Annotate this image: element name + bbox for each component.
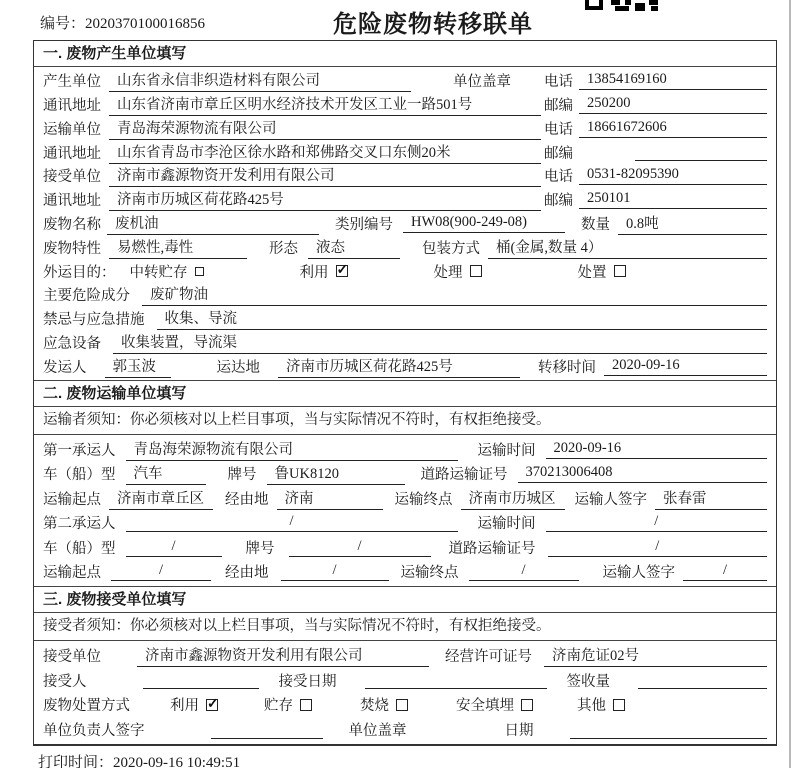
disposal-recycle-label: 利用 (170, 698, 199, 715)
category-label: 类别编号 (335, 216, 393, 233)
addr1-value: 山东省济南市章丘区明水经济技术开发区工业一路501号 (109, 93, 541, 116)
character-value: 易燃性,毒性 (109, 236, 247, 259)
phone1-label: 电话 (544, 74, 573, 91)
qr-code-icon (585, 0, 659, 11)
print-time-label: 打印时间： (38, 755, 114, 768)
row-receive-unit (34, 643, 776, 668)
row-disposal (34, 693, 776, 718)
category-value: HW08(900-249-08) (403, 214, 565, 233)
via2-label: 经由地 (225, 565, 269, 582)
vehicle2-value: / (126, 538, 222, 557)
row-equipment (34, 330, 776, 354)
section3-content (34, 641, 776, 744)
permit-value: 济南危证02号 (544, 644, 767, 667)
date2-value (570, 721, 768, 739)
date2-label: 日期 (504, 723, 534, 740)
row-carrier1 (34, 437, 776, 462)
section3-notice: 接受者须知：你必须核对以上栏目事项，当与实际情况不符时，有权拒绝接受。 (34, 613, 776, 641)
disposal-other-checkbox (613, 699, 625, 711)
print-time (38, 751, 240, 768)
form-label: 形态 (269, 240, 298, 257)
end2-label: 运输终点 (400, 565, 459, 582)
page-edge-line (789, 0, 791, 768)
receive-person-value (143, 671, 259, 689)
end2-value: / (469, 562, 579, 581)
doc-number (40, 12, 205, 33)
section3-title: 三. 废物接受单位填写 (34, 587, 776, 613)
disposal-storage-checkbox (300, 699, 312, 711)
section2-notice: 运输者须知：你必须核对以上栏目事项，当与实际情况不符时，有权拒绝接受。 (34, 407, 776, 435)
row-producer (34, 69, 776, 93)
purpose-transfer-storage-checkbox (195, 267, 204, 276)
phone1-value: 13854169160 (579, 71, 767, 90)
dest-value: 济南市历城区荷花路425号 (278, 355, 520, 378)
via2-value: / (281, 562, 389, 581)
section2-title: 二. 废物运输单位填写 (34, 381, 776, 407)
phone3-value: 0531-82095390 (579, 166, 767, 185)
purpose-option-dispose (578, 261, 626, 282)
row-waste-character (34, 235, 776, 259)
origin2-label: 运输起点 (43, 565, 101, 582)
row-route2 (34, 560, 776, 585)
disposal-option-storage (264, 694, 312, 715)
received-amount-label: 签收量 (566, 673, 610, 690)
sign2-label: 运输人签字 (602, 565, 675, 582)
character-label: 废物特性 (43, 240, 101, 257)
page-title: 危险废物转移联单 (333, 11, 533, 38)
unit-seal-label: 单位盖章 (453, 74, 511, 91)
purpose-treat-label: 处理 (433, 264, 463, 281)
zip2-value (635, 143, 767, 161)
row-route1 (34, 486, 776, 511)
quantity-value: 0.8吨 (618, 212, 767, 235)
doc-number-label: 编号： (40, 16, 86, 32)
receive-person-label: 接受人 (43, 673, 87, 690)
time1-label: 运输时间 (477, 442, 536, 459)
row-receiver-address (34, 188, 776, 212)
purpose-option-treat (434, 261, 482, 282)
row-transporter-address (34, 140, 776, 164)
zip2-label: 邮编 (544, 145, 573, 162)
disposal-option-incinerate (360, 694, 408, 715)
sign1-label: 运输人签字 (574, 491, 647, 508)
unit-seal2-label: 单位盖章 (348, 723, 407, 740)
plate1-value: 鲁UK8120 (267, 462, 405, 485)
equipment-label: 应急设备 (43, 335, 101, 352)
form-value: 液态 (308, 236, 400, 259)
shipper-label: 发运人 (43, 359, 87, 376)
origin2-value: / (111, 562, 211, 581)
disposal-option-other (577, 694, 625, 715)
head-sign-value (211, 721, 323, 739)
row-vehicle2 (34, 535, 776, 560)
transporter-value: 青岛海荣源物流有限公司 (109, 117, 541, 140)
producer-label: 产生单位 (43, 74, 101, 91)
disposal-option-recycle (170, 694, 218, 715)
quantity-label: 数量 (581, 216, 610, 233)
vehicle1-label: 车（船）型 (43, 467, 116, 484)
row-vehicle1 (34, 462, 776, 487)
disposal-storage-label: 贮存 (264, 698, 293, 715)
disposal-option-landfill (456, 694, 533, 715)
receive-date-value (365, 671, 547, 689)
purpose-option-recycle (300, 261, 348, 282)
row-receiver (34, 164, 776, 188)
zip1-value: 250200 (579, 95, 767, 114)
print-time-value: 2020-09-16 10:49:51 (113, 755, 241, 768)
purpose-recycle-label: 利用 (299, 264, 329, 281)
carrier1-value: 青岛海荣源物流有限公司 (126, 438, 458, 461)
received-amount-value (638, 671, 767, 689)
row-head-signature (34, 717, 776, 742)
row-carrier2 (34, 511, 776, 536)
origin1-label: 运输起点 (43, 491, 101, 508)
permit-label: 经营许可证号 (445, 648, 532, 665)
sign2-value: / (683, 562, 767, 581)
manifest-form (33, 40, 777, 746)
receive-date-label: 接受日期 (278, 673, 337, 690)
vehicle1-value: 汽车 (126, 462, 206, 485)
waste-name-label: 废物名称 (43, 216, 101, 233)
purpose-recycle-checkbox (336, 265, 348, 277)
packing-value: 桶(金属,数量 4） (488, 236, 767, 259)
transfer-date-label: 转移时间 (538, 359, 596, 376)
zip3-label: 邮编 (544, 193, 573, 210)
row-taboo (34, 307, 776, 331)
disposal-recycle-checkbox (206, 699, 218, 711)
section2-content (34, 435, 776, 587)
taboo-label: 禁忌与应急措施 (43, 312, 145, 329)
license1-label: 道路运输证号 (420, 467, 508, 484)
disposal-landfill-checkbox (521, 699, 533, 711)
license2-value: / (548, 538, 768, 557)
via1-value: 济南 (277, 487, 383, 510)
waste-name-value: 废机油 (107, 212, 319, 235)
addr3-label: 通讯地址 (43, 193, 101, 210)
phone2-label: 电话 (544, 121, 573, 138)
transfer-date-value: 2020-09-16 (604, 357, 767, 376)
receiver-value: 济南市鑫源物资开发利用有限公司 (109, 164, 541, 187)
row-waste-name (34, 212, 776, 236)
purpose-transfer-storage-label: 中转贮存 (129, 264, 188, 281)
taboo-value: 收集、导流 (157, 307, 768, 330)
receive-unit-value: 济南市鑫源物资开发利用有限公司 (137, 644, 429, 667)
row-receive-person (34, 668, 776, 693)
packing-label: 包装方式 (422, 240, 480, 257)
dest-label: 运达地 (216, 359, 260, 376)
license1-value: 370213006408 (518, 464, 768, 483)
phone2-value: 18661672606 (579, 119, 767, 138)
row-transporter (34, 117, 776, 141)
via1-label: 经由地 (225, 491, 269, 508)
hazard-label: 主要危险成分 (43, 288, 130, 305)
disposal-incinerate-checkbox (396, 699, 408, 711)
disposal-label: 废物处置方式 (43, 698, 130, 715)
addr2-value: 山东省青岛市李沧区徐水路和郑佛路交叉口东侧20米 (109, 141, 541, 164)
time2-value: / (546, 513, 768, 532)
origin1-value: 济南市章丘区 (109, 487, 213, 510)
disposal-other-label: 其他 (577, 698, 606, 715)
transporter-label: 运输单位 (43, 121, 101, 138)
producer-value: 山东省永信非织造材料有限公司 (109, 69, 411, 92)
time1-value: 2020-09-16 (546, 440, 768, 459)
purpose-dispose-label: 处置 (577, 264, 607, 281)
row-shipper (34, 354, 776, 378)
zip1-label: 邮编 (544, 98, 573, 115)
purpose-option-transfer-storage (130, 261, 204, 282)
addr2-label: 通讯地址 (43, 145, 101, 162)
addr1-label: 通讯地址 (43, 98, 101, 115)
carrier2-value: / (126, 513, 458, 532)
plate2-label: 牌号 (245, 540, 275, 557)
plate1-label: 牌号 (227, 467, 257, 484)
phone3-label: 电话 (544, 169, 573, 186)
purpose-treat-checkbox (470, 265, 482, 277)
end1-value: 济南市历城区 (461, 487, 565, 510)
head-sign-label: 单位负责人签字 (43, 723, 145, 740)
row-hazard (34, 283, 776, 307)
time2-label: 运输时间 (477, 516, 536, 533)
vehicle2-label: 车（船）型 (43, 540, 116, 557)
plate2-value: / (289, 538, 431, 557)
purpose-label: 外运目的： (43, 264, 116, 281)
end1-label: 运输终点 (394, 491, 453, 508)
receive-unit-label: 接受单位 (43, 648, 101, 665)
disposal-landfill-label: 安全填埋 (456, 698, 514, 715)
equipment-value: 收集装置，导流渠 (113, 331, 767, 354)
doc-number-value: 2020370100016856 (85, 16, 206, 32)
section1-title: 一. 废物产生单位填写 (34, 41, 776, 67)
zip3-value: 250101 (579, 190, 767, 209)
shipper-value: 郭玉波 (105, 355, 171, 378)
disposal-incinerate-label: 焚烧 (360, 698, 389, 715)
sign1-value: 张春雷 (655, 487, 767, 510)
carrier2-label: 第二承运人 (43, 516, 116, 533)
carrier1-label: 第一承运人 (43, 442, 116, 459)
row-purpose (34, 259, 776, 283)
section1-content (34, 67, 776, 381)
hazard-value: 废矿物油 (142, 283, 767, 306)
license2-label: 道路运输证号 (448, 540, 536, 557)
purpose-dispose-checkbox (614, 265, 626, 277)
receiver-label: 接受单位 (43, 169, 101, 186)
addr3-value: 济南市历城区荷花路425号 (109, 188, 541, 211)
row-producer-address (34, 93, 776, 117)
